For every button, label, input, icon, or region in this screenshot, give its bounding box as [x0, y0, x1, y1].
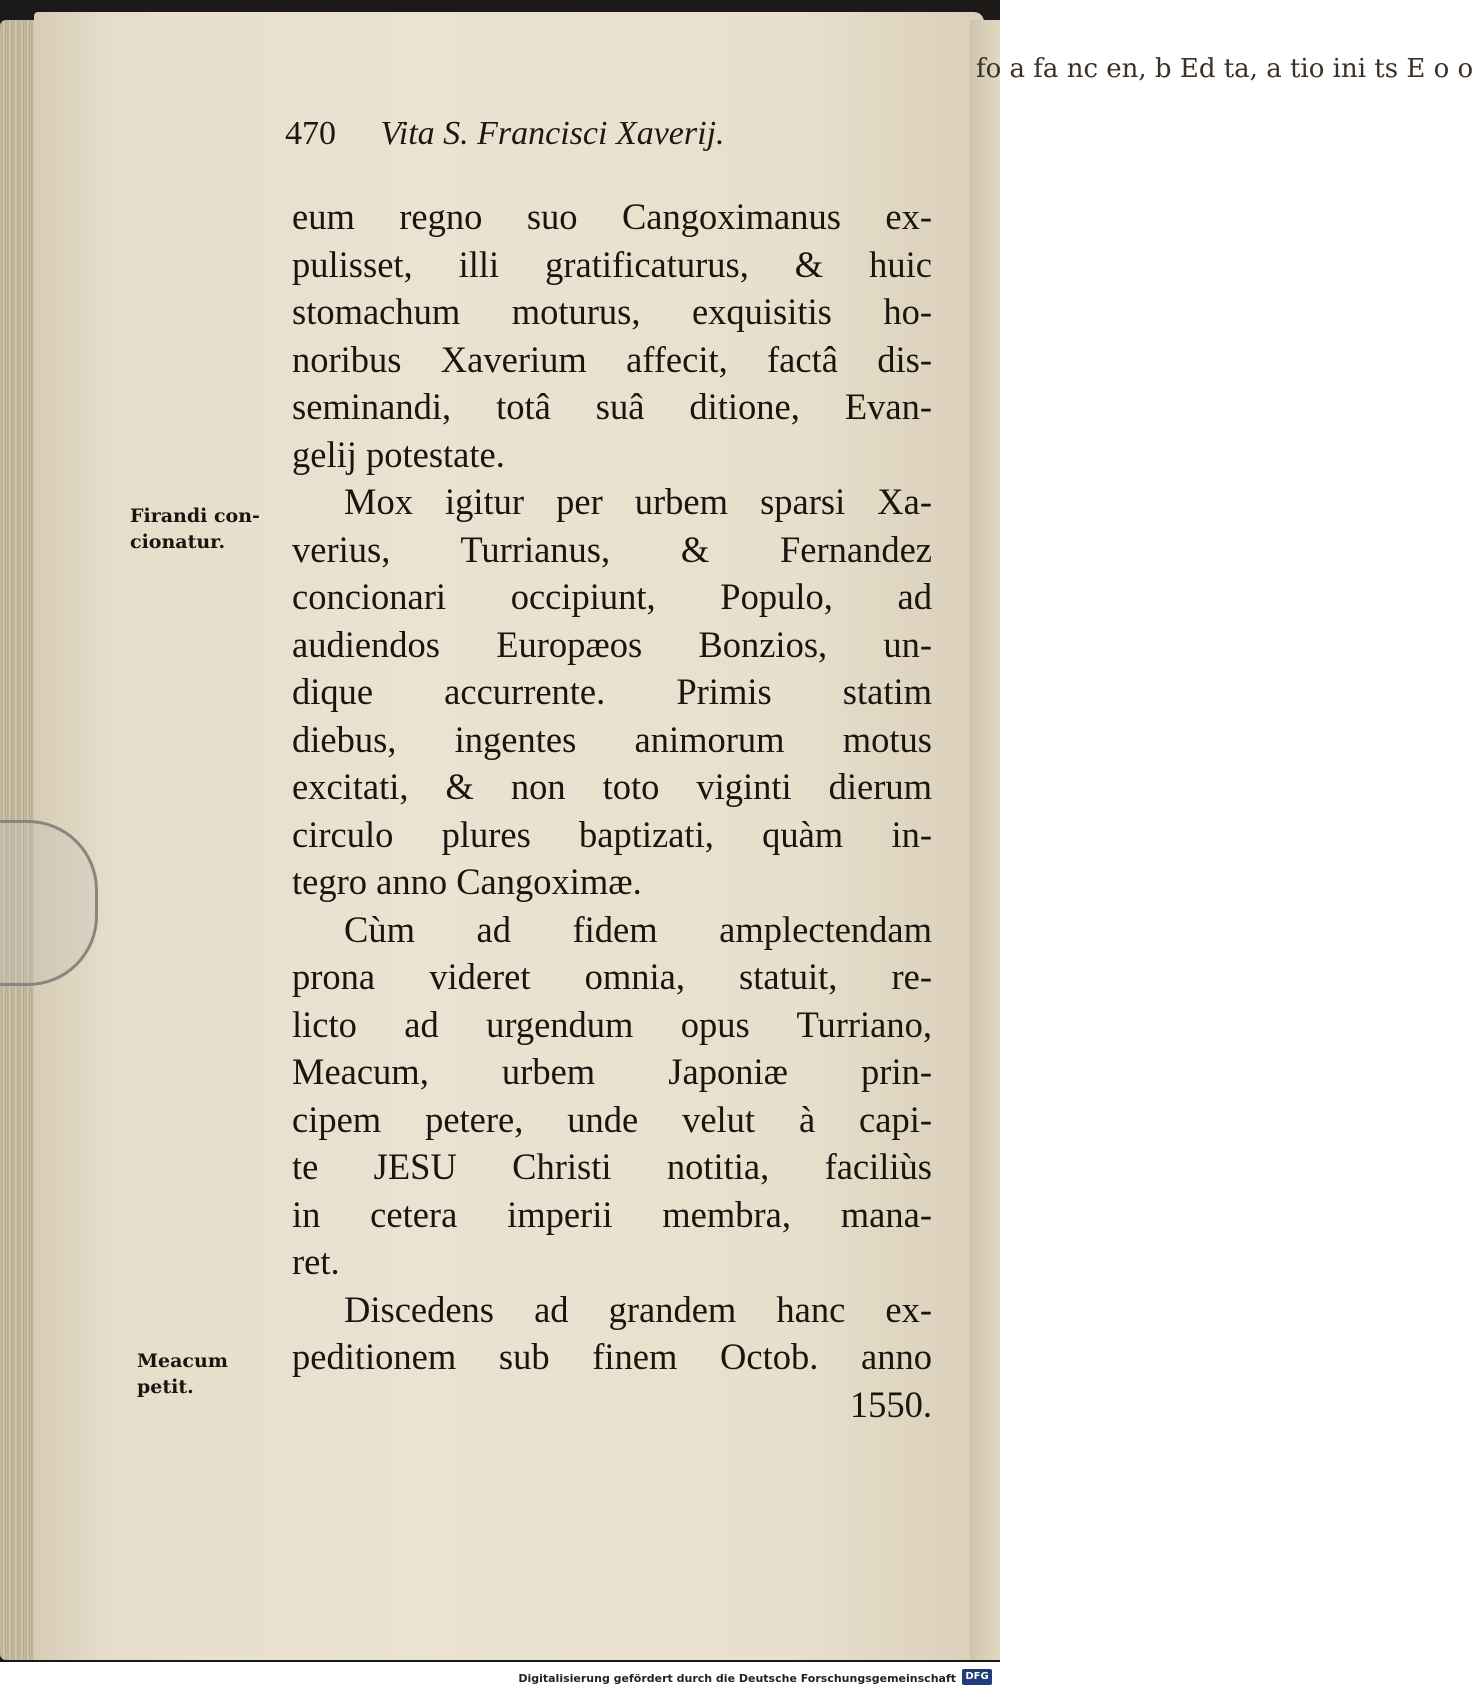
text-line: ret.	[292, 1241, 340, 1282]
text-line: peditionem sub finem Octob. anno	[292, 1336, 932, 1377]
text-line: gelij potestate.	[292, 433, 505, 475]
margin-note	[130, 503, 260, 555]
page-number: 470	[285, 115, 336, 152]
running-title: Vita S. Francisci Xaverij.	[380, 115, 725, 152]
margin-note-line: Firandi con-	[130, 505, 260, 527]
text-line: circulo plures baptizati, quàm in-	[292, 813, 932, 855]
text-line: te JESU Christi notitia, faciliùs	[292, 1146, 932, 1187]
running-header	[285, 115, 725, 153]
dfg-logo: DFG	[962, 1669, 992, 1685]
margin-note-line: petit.	[137, 1376, 194, 1398]
text-line: cipem petere, unde velut à capi-	[292, 1098, 932, 1140]
text-line: prona videret omnia, statuit, re-	[292, 956, 932, 997]
text-line: audiendos Europæos Bonzios, un-	[292, 623, 932, 665]
catchword: 1550.	[849, 1383, 932, 1425]
body-text	[292, 193, 932, 1428]
text-line: Discedens ad grandem hanc ex-	[344, 1288, 932, 1330]
digitization-credit: Digitalisierung gefördert durch die Deutsche Forschungsgemeinschaft	[518, 1672, 956, 1685]
text-line: eum regno suo Cangoximanus ex-	[292, 196, 932, 237]
margin-note-line: cionatur.	[130, 531, 226, 553]
text-line: concionari occipiunt, Populo, ad	[292, 576, 932, 617]
text-line: stomachum moturus, exquisitis ho-	[292, 291, 932, 332]
text-line: verius, Turrianus, & Fernandez	[292, 528, 932, 570]
text-line: excitati, & non toto viginti dierum	[292, 766, 932, 807]
text-line: in cetera imperii membra, mana-	[292, 1193, 932, 1235]
text-line: tegro anno Cangoximæ.	[292, 861, 642, 902]
text-line: licto ad urgendum opus Turriano,	[292, 1003, 932, 1045]
adjacent-page-text: fo a fa nc en, b Ed ta, a tio ini ts E o o	[976, 54, 1473, 84]
adjacent-page	[970, 20, 1473, 1660]
margin-note	[137, 1348, 228, 1400]
text-line: Mox igitur per urbem sparsi Xa-	[344, 481, 932, 522]
text-line: diebus, ingentes animorum motus	[292, 718, 932, 760]
margin-note-line: Meacum	[137, 1350, 228, 1372]
text-line: noribus Xaverium affecit, factâ dis-	[292, 338, 932, 380]
text-line: pulisset, illi gratificaturus, & huic	[292, 243, 932, 285]
text-line: Cùm ad fidem amplectendam	[344, 908, 932, 950]
text-line: dique accurrente. Primis statim	[292, 671, 932, 712]
text-line: Meacum, urbem Japoniæ prin-	[292, 1051, 932, 1092]
text-line: seminandi, totâ suâ ditione, Evan-	[292, 386, 932, 427]
